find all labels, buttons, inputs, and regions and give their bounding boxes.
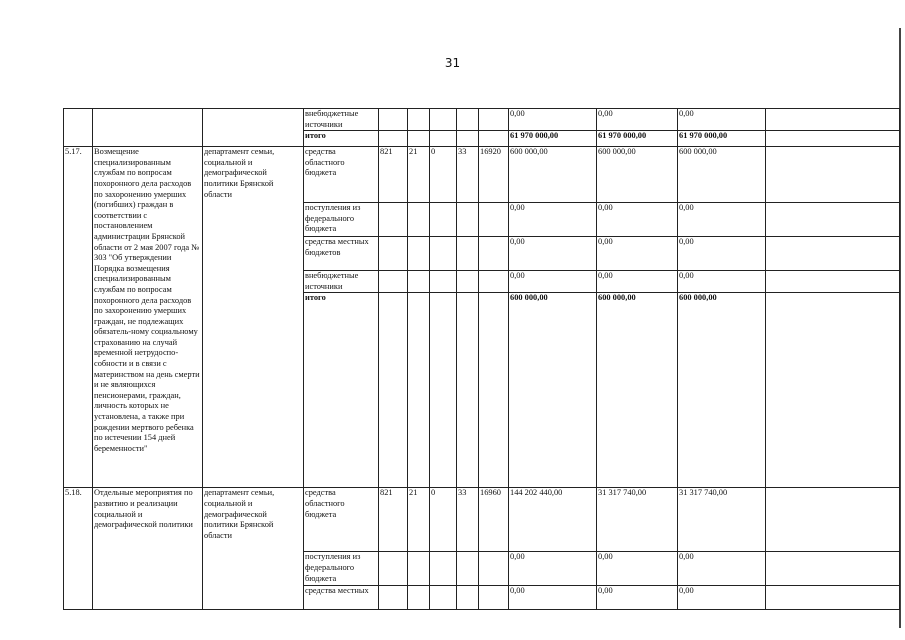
code-cell: 821 bbox=[379, 147, 408, 203]
value-cell: 0,00 bbox=[597, 237, 678, 271]
value-cell: 0,00 bbox=[597, 109, 678, 131]
table-row bbox=[64, 147, 900, 203]
source-cell: внебюджетные источники bbox=[304, 271, 379, 293]
value-cell: 0,00 bbox=[509, 586, 597, 610]
value-cell: 0,00 bbox=[678, 237, 766, 271]
code-cell: 0 bbox=[430, 488, 457, 552]
item-name: Отдельные мероприятия по развитию и реализации социальной и демографической политики bbox=[93, 488, 203, 610]
value-cell: 600 000,00 bbox=[597, 147, 678, 203]
executor-cell bbox=[203, 109, 304, 147]
value-cell: 0,00 bbox=[678, 552, 766, 586]
value-cell: 0,00 bbox=[597, 552, 678, 586]
item-executor: департамент семьи, социальной и демографической политики Брянской области bbox=[203, 488, 304, 610]
source-cell: средства областного бюджета bbox=[304, 488, 379, 552]
code-cell: 33 bbox=[457, 147, 479, 203]
value-cell: 0,00 bbox=[509, 237, 597, 271]
code-cell: 16960 bbox=[479, 488, 509, 552]
item-number: 5.17. bbox=[64, 147, 93, 488]
value-cell: 61 970 000,00 bbox=[678, 131, 766, 147]
value-cell: 61 970 000,00 bbox=[597, 131, 678, 147]
value-cell: 61 970 000,00 bbox=[509, 131, 597, 147]
source-cell: внебюджетные источники bbox=[304, 109, 379, 131]
value-cell: 600 000,00 bbox=[509, 293, 597, 488]
code-cell: 821 bbox=[379, 488, 408, 552]
source-cell: итого bbox=[304, 293, 379, 488]
value-cell: 0,00 bbox=[678, 203, 766, 237]
value-cell: 0,00 bbox=[597, 203, 678, 237]
table-row bbox=[64, 488, 900, 552]
item-executor: департамент семьи, социальной и демографической политики Брянской области bbox=[203, 147, 304, 488]
value-cell: 0,00 bbox=[509, 552, 597, 586]
program-table bbox=[63, 108, 900, 610]
value-cell: 600 000,00 bbox=[597, 293, 678, 488]
source-cell: поступления из федерального бюджета bbox=[304, 203, 379, 237]
source-cell: средства областного бюджета bbox=[304, 147, 379, 203]
source-cell: поступления из федерального бюджета bbox=[304, 552, 379, 586]
value-cell: 0,00 bbox=[678, 586, 766, 610]
item-number: 5.18. bbox=[64, 488, 93, 610]
value-cell: 600 000,00 bbox=[509, 147, 597, 203]
value-cell: 0,00 bbox=[509, 271, 597, 293]
name-cell bbox=[93, 109, 203, 147]
item-name: Возмещение специализированным службам по вопросам похоронного дела расходов по захоронению умерших (погибших) граждан в соответствии с постановлением администрации Брянской области от 2 мая 2007 года № 303 "Об утверждении Порядка возмещения специализированным службам по вопросам похоронного дела расходов по захоронению умерших граждан, не подлежащих обязатель-ному социальному страхованию на случай временной нетрудоспо-собности и в связи с материнством на день смерти и не являющихся пенсионерами, граждан, личность которых не установлена, а также при рождении мертвого ребенка по истечении 154 дней беременности" bbox=[93, 147, 203, 488]
value-cell: 144 202 440,00 bbox=[509, 488, 597, 552]
value-cell: 0,00 bbox=[509, 109, 597, 131]
value-cell: 600 000,00 bbox=[678, 147, 766, 203]
value-cell: 31 317 740,00 bbox=[678, 488, 766, 552]
code-cell: 16920 bbox=[479, 147, 509, 203]
value-cell: 0,00 bbox=[678, 109, 766, 131]
num-cell bbox=[64, 109, 93, 147]
page-number: 31 bbox=[444, 56, 461, 70]
code-cell: 33 bbox=[457, 488, 479, 552]
value-cell: 0,00 bbox=[597, 271, 678, 293]
source-cell: средства местных bbox=[304, 586, 379, 610]
table-row bbox=[64, 109, 900, 131]
value-cell: 0,00 bbox=[597, 586, 678, 610]
code-cell: 21 bbox=[408, 488, 430, 552]
source-cell: средства местных бюджетов bbox=[304, 237, 379, 271]
source-cell: итого bbox=[304, 131, 379, 147]
value-cell: 0,00 bbox=[509, 203, 597, 237]
code-cell: 0 bbox=[430, 147, 457, 203]
value-cell: 31 317 740,00 bbox=[597, 488, 678, 552]
value-cell: 600 000,00 bbox=[678, 293, 766, 488]
value-cell: 0,00 bbox=[678, 271, 766, 293]
code-cell: 21 bbox=[408, 147, 430, 203]
